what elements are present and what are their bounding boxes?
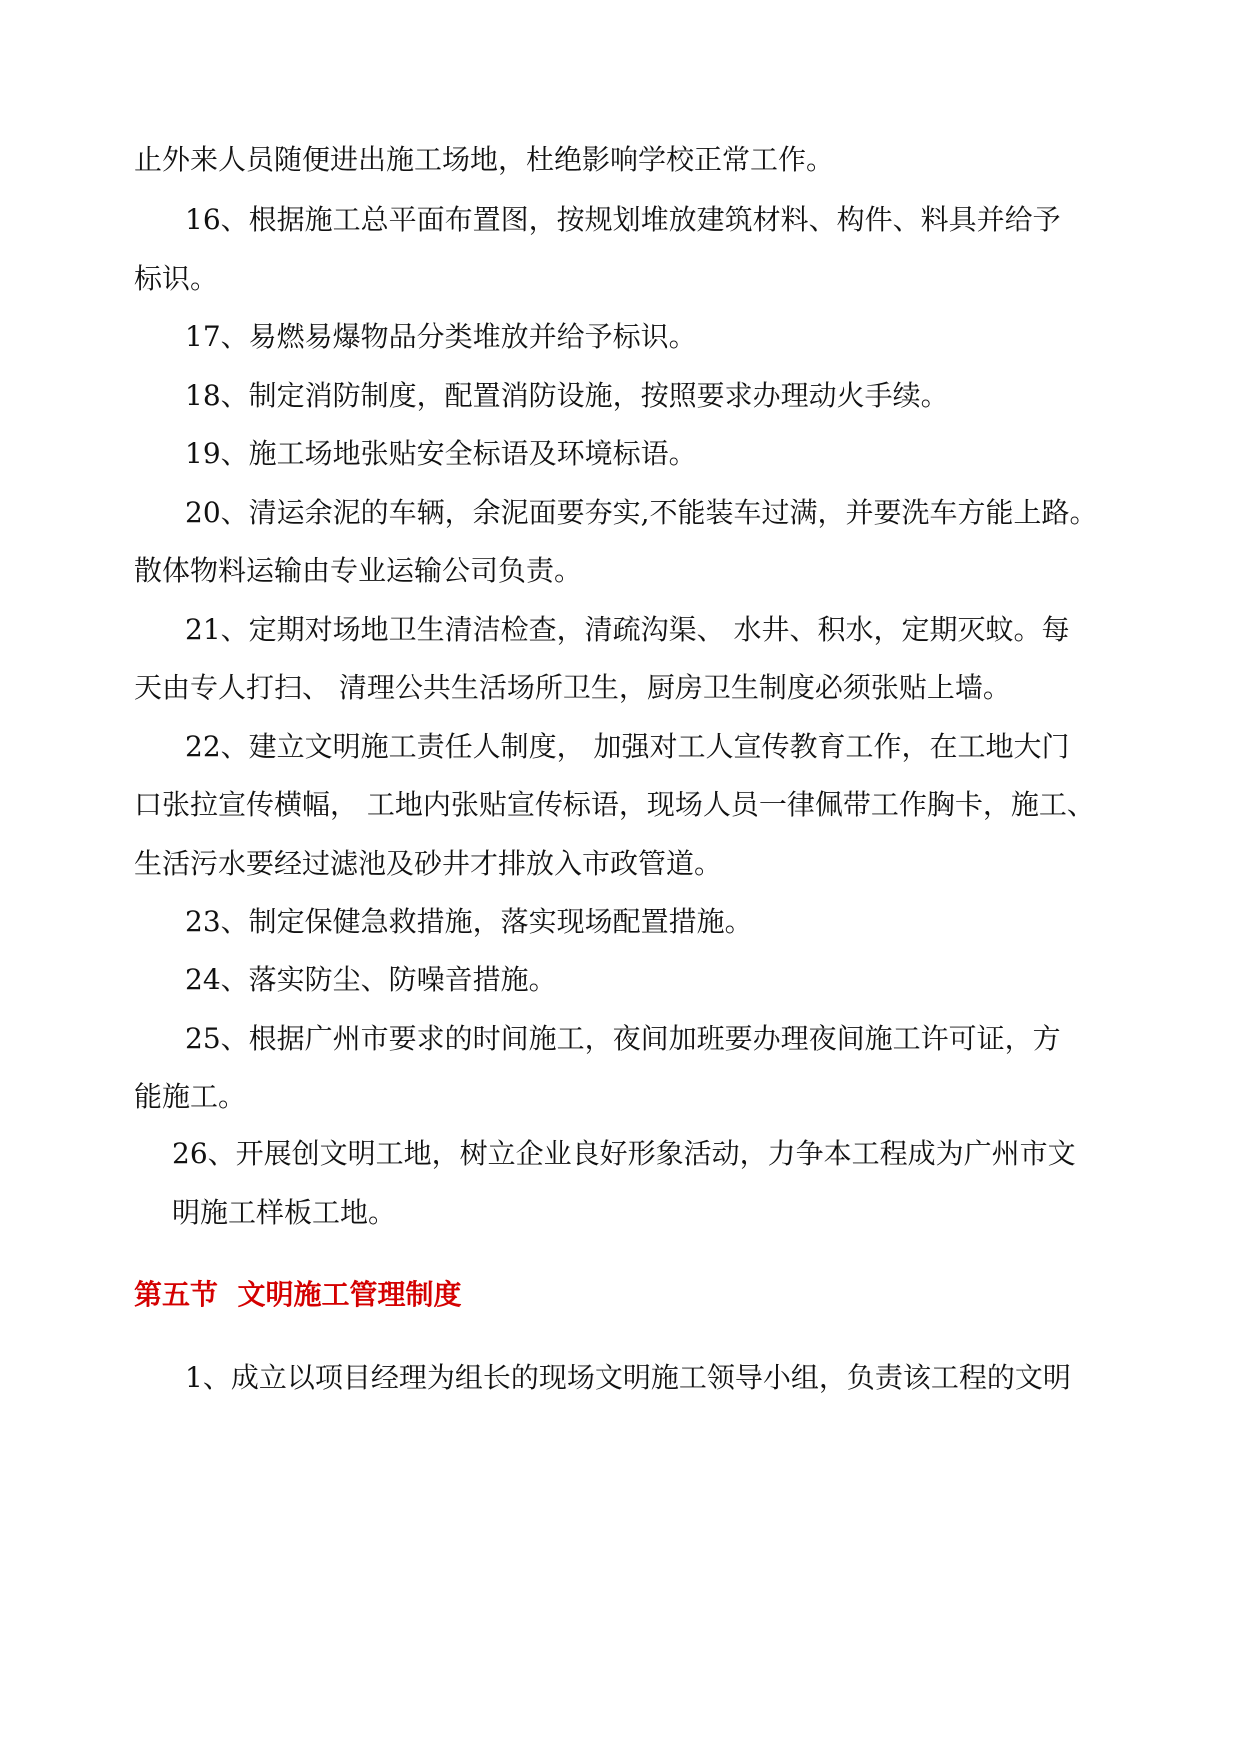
paragraph-line: 能施工。 <box>134 1080 247 1113</box>
paragraph-line: 19、施工场地张贴安全标语及环境标语。 <box>185 437 697 470</box>
paragraph-line: 25、根据广州市要求的时间施工，夜间加班要办理夜间施工许可证，方 <box>185 1022 1061 1055</box>
paragraph-line: 16、根据施工总平面布置图，按规划堆放建筑材料、构件、料具并给予 <box>185 203 1061 236</box>
paragraph-line: 天由专人打扫、 清理公共生活场所卫生，厨房卫生制度必须张贴上墙。 <box>134 671 1011 704</box>
paragraph-line: 止外来人员随便进出施工场地，杜绝影响学校正常工作。 <box>134 143 835 176</box>
paragraph-line: 18、制定消防制度，配置消防设施，按照要求办理动火手续。 <box>185 379 949 412</box>
paragraph-line: 22、建立文明施工责任人制度， 加强对工人宣传教育工作，在工地大门 <box>185 730 1070 763</box>
paragraph-line: 生活污水要经过滤池及砂井才排放入市政管道。 <box>134 847 723 880</box>
paragraph-line: 1、成立以项目经理为组长的现场文明施工领导小组，负责该工程的文明 <box>185 1361 1071 1394</box>
paragraph-line: 17、易燃易爆物品分类堆放并给予标识。 <box>185 320 697 353</box>
paragraph-line: 24、落实防尘、防噪音措施。 <box>185 963 557 996</box>
paragraph-line: 23、制定保健急救措施，落实现场配置措施。 <box>185 905 753 938</box>
paragraph-line: 明施工样板工地。 <box>172 1196 397 1229</box>
section-heading: 第五节 文明施工管理制度 <box>134 1278 462 1311</box>
paragraph-line: 26、开展创文明工地，树立企业良好形象活动，力争本工程成为广州市文 <box>172 1137 1076 1170</box>
paragraph-line: 散体物料运输由专业运输公司负责。 <box>134 554 583 587</box>
paragraph-line: 标识。 <box>134 262 219 295</box>
paragraph-line: 21、定期对场地卫生清洁检查，清疏沟渠、 水井、积水，定期灭蚊。每 <box>185 613 1070 646</box>
paragraph-line: 口张拉宣传横幅， 工地内张贴宣传标语，现场人员一律佩带工作胸卡，施工、 <box>134 788 1095 821</box>
paragraph-line: 20、清运余泥的车辆，余泥面要夯实,不能装车过满，并要洗车方能上路。 <box>185 496 1098 529</box>
